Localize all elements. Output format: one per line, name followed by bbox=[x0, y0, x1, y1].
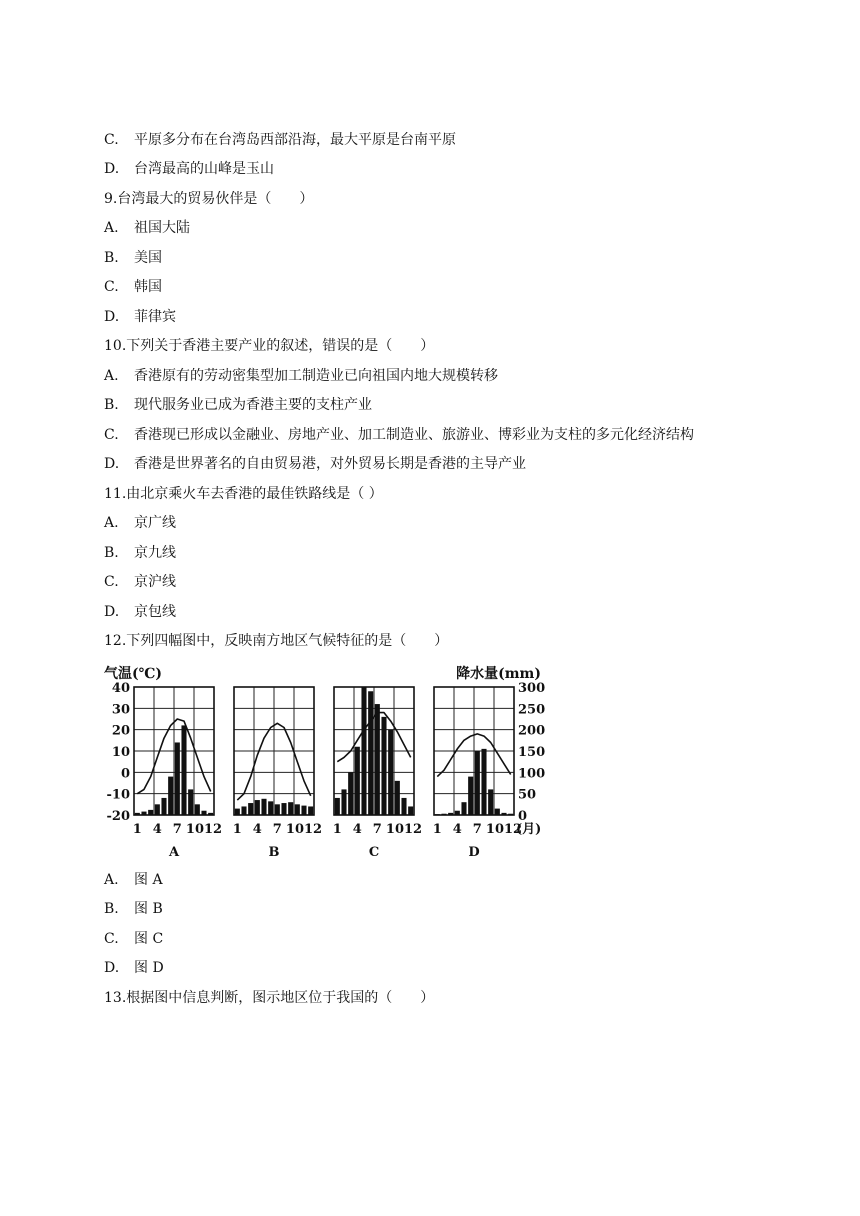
panel-label: A bbox=[168, 845, 180, 860]
temperature-tick-label: -20 bbox=[106, 809, 130, 824]
precipitation-bar bbox=[361, 687, 366, 815]
option-letter: C. bbox=[104, 574, 119, 590]
precipitation-bar bbox=[501, 813, 506, 815]
precipitation-ticks bbox=[518, 681, 545, 824]
option-text: 韩国 bbox=[134, 279, 162, 295]
precipitation-bar bbox=[475, 751, 480, 815]
temperature-tick-label: 30 bbox=[111, 702, 130, 718]
precipitation-bar bbox=[168, 777, 173, 815]
option-text: 美国 bbox=[134, 250, 162, 266]
precipitation-bar bbox=[461, 802, 466, 815]
precipitation-bar bbox=[348, 772, 353, 815]
panel-label: B bbox=[268, 845, 280, 860]
option-letter: A. bbox=[104, 220, 119, 236]
precipitation-bar bbox=[495, 809, 500, 815]
precipitation-tick-label: 100 bbox=[518, 766, 546, 782]
option-letter: A. bbox=[104, 515, 119, 531]
option-11a bbox=[104, 514, 176, 532]
climate-charts-figure bbox=[104, 660, 554, 860]
option-9b bbox=[104, 249, 162, 267]
precipitation-bar bbox=[435, 814, 440, 815]
option-text: 图 A bbox=[134, 872, 163, 888]
option-9a bbox=[104, 219, 190, 237]
precipitation-bar bbox=[401, 798, 406, 815]
month-tick-label: 1 bbox=[332, 822, 342, 837]
option-11d bbox=[104, 603, 176, 621]
month-tick-label: 1012 bbox=[185, 822, 223, 837]
temperature-tick-label: 0 bbox=[120, 766, 130, 782]
question-12: 12.下列四幅图中，反映南方地区气候特征的是（ ） bbox=[104, 633, 449, 649]
option-12d bbox=[104, 959, 164, 977]
precipitation-bar bbox=[335, 798, 340, 815]
climate-panel-b bbox=[233, 687, 322, 860]
precipitation-bar bbox=[308, 806, 313, 815]
option-text: 京沪线 bbox=[134, 574, 176, 590]
month-tick-label: 1 bbox=[232, 822, 242, 837]
month-tick-label: 4 bbox=[452, 822, 462, 837]
question-9: 9.台湾最大的贸易伙伴是（ ） bbox=[104, 191, 314, 207]
month-tick-label: 4 bbox=[352, 822, 362, 837]
precipitation-bar bbox=[135, 813, 140, 815]
panel-label: C bbox=[368, 845, 380, 860]
month-tick-label: 4 bbox=[152, 822, 162, 837]
month-unit-label: (月) bbox=[516, 822, 542, 837]
option-letter: C. bbox=[104, 132, 119, 148]
month-tick-label: 7 bbox=[172, 822, 182, 837]
precipitation-bar bbox=[481, 749, 486, 815]
precipitation-bar bbox=[381, 717, 386, 815]
precipitation-bar bbox=[375, 704, 380, 815]
precipitation-bar bbox=[141, 812, 146, 815]
question-11: 11.由北京乘火车去香港的最佳铁路线是（ ） bbox=[104, 486, 383, 502]
precipitation-bar bbox=[295, 804, 300, 815]
precipitation-bar bbox=[261, 799, 266, 815]
precipitation-bar bbox=[255, 800, 260, 815]
climate-panel-a bbox=[133, 687, 222, 860]
option-letter: A. bbox=[104, 872, 119, 888]
temperature-axis-title: 气温(℃) bbox=[104, 666, 163, 682]
panel-label: D bbox=[468, 845, 480, 860]
option-9c bbox=[104, 278, 162, 296]
option-8d bbox=[104, 160, 274, 178]
precipitation-tick-label: 200 bbox=[518, 723, 546, 739]
option-text: 祖国大陆 bbox=[134, 220, 190, 236]
option-text: 现代服务业已成为香港主要的支柱产业 bbox=[134, 397, 372, 413]
temperature-ticks bbox=[107, 681, 131, 824]
precipitation-bar bbox=[368, 691, 373, 815]
precipitation-tick-label: 0 bbox=[518, 809, 528, 824]
precipitation-bar bbox=[201, 811, 206, 815]
precipitation-bar bbox=[355, 747, 360, 815]
option-11b bbox=[104, 544, 176, 562]
precipitation-bar bbox=[301, 806, 306, 815]
option-text: 京九线 bbox=[134, 545, 176, 561]
question-10: 10.下列关于香港主要产业的叙述，错误的是（ ） bbox=[104, 338, 435, 354]
precipitation-tick-label: 150 bbox=[518, 745, 546, 760]
option-text: 香港现已形成以金融业、房地产业、加工制造业、旅游业、博彩业为支柱的多元化经济结构 bbox=[134, 427, 694, 443]
precipitation-bar bbox=[455, 811, 460, 815]
precipitation-axis-title: 降水量(mm) bbox=[456, 666, 541, 682]
option-10c bbox=[104, 426, 694, 444]
option-letter: C. bbox=[104, 279, 119, 295]
precipitation-tick-label: 300 bbox=[518, 681, 546, 696]
option-text: 图 D bbox=[134, 960, 164, 976]
temperature-tick-label: -10 bbox=[106, 787, 130, 803]
option-10b bbox=[104, 396, 372, 414]
precipitation-bar bbox=[175, 742, 180, 815]
precipitation-bar bbox=[235, 809, 240, 815]
option-12b bbox=[104, 900, 163, 918]
precipitation-bar bbox=[148, 810, 153, 815]
precipitation-bar bbox=[188, 789, 193, 815]
month-tick-label: 7 bbox=[272, 822, 282, 837]
month-tick-label: 7 bbox=[472, 822, 482, 837]
month-tick-label: 1012 bbox=[485, 822, 523, 837]
option-letter: B. bbox=[104, 545, 119, 561]
month-tick-label: 1012 bbox=[285, 822, 323, 837]
temperature-tick-label: 20 bbox=[111, 723, 130, 739]
option-text: 台湾最高的山峰是玉山 bbox=[134, 161, 274, 177]
temperature-tick-label: 40 bbox=[111, 681, 130, 696]
precipitation-bar bbox=[341, 789, 346, 815]
option-letter: D. bbox=[104, 309, 120, 325]
precipitation-bar bbox=[161, 798, 166, 815]
question-13: 13.根据图中信息判断，图示地区位于我国的（ ） bbox=[104, 990, 435, 1006]
precipitation-bar bbox=[195, 804, 200, 815]
month-tick-label: 7 bbox=[372, 822, 382, 837]
option-text: 香港是世界著名的自由贸易港，对外贸易长期是香港的主导产业 bbox=[134, 456, 526, 472]
precipitation-bar bbox=[275, 804, 280, 815]
temperature-tick-label: 10 bbox=[111, 745, 130, 760]
option-letter: B. bbox=[104, 250, 119, 266]
option-12c bbox=[104, 930, 163, 948]
precipitation-bar bbox=[241, 806, 246, 815]
precipitation-bar bbox=[448, 813, 453, 815]
option-text: 图 B bbox=[134, 901, 163, 917]
option-letter: B. bbox=[104, 397, 119, 413]
precipitation-bar bbox=[395, 781, 400, 815]
option-text: 香港原有的劳动密集型加工制造业已向祖国内地大规模转移 bbox=[134, 368, 498, 384]
month-tick-label: 1012 bbox=[385, 822, 423, 837]
climate-panel-d bbox=[433, 687, 522, 860]
option-text: 菲律宾 bbox=[134, 309, 176, 325]
option-letter: C. bbox=[104, 931, 119, 947]
option-letter: A. bbox=[104, 368, 119, 384]
option-8c bbox=[104, 131, 456, 149]
climate-panels bbox=[133, 687, 542, 860]
precipitation-tick-label: 50 bbox=[518, 787, 537, 803]
climate-panel-c bbox=[333, 687, 422, 860]
precipitation-bar bbox=[408, 806, 413, 815]
option-12a bbox=[104, 871, 163, 889]
option-letter: D. bbox=[104, 456, 120, 472]
precipitation-bar bbox=[508, 814, 513, 815]
month-tick-label: 4 bbox=[252, 822, 262, 837]
precipitation-bar bbox=[388, 730, 393, 815]
option-text: 平原多分布在台湾岛西部沿海，最大平原是台南平原 bbox=[134, 132, 456, 148]
precipitation-bar bbox=[248, 803, 253, 815]
option-letter: B. bbox=[104, 901, 119, 917]
precipitation-bar bbox=[488, 789, 493, 815]
precipitation-bar bbox=[468, 777, 473, 815]
precipitation-bar bbox=[268, 801, 273, 815]
option-letter: C. bbox=[104, 427, 119, 443]
precipitation-bar bbox=[281, 803, 286, 815]
precipitation-tick-label: 250 bbox=[518, 702, 546, 718]
precipitation-bar bbox=[441, 814, 446, 815]
option-text: 京广线 bbox=[134, 515, 176, 531]
precipitation-bar bbox=[288, 802, 293, 815]
option-11c bbox=[104, 573, 176, 591]
precipitation-bar bbox=[181, 725, 186, 815]
option-letter: D. bbox=[104, 161, 120, 177]
month-tick-label: 1 bbox=[432, 822, 442, 837]
option-10d bbox=[104, 455, 526, 473]
precipitation-bar bbox=[155, 804, 160, 815]
option-letter: D. bbox=[104, 960, 120, 976]
month-tick-label: 1 bbox=[132, 822, 142, 837]
option-text: 图 C bbox=[134, 931, 164, 947]
precipitation-bar bbox=[208, 813, 213, 815]
option-10a bbox=[104, 367, 498, 385]
option-9d bbox=[104, 308, 176, 326]
option-letter: D. bbox=[104, 604, 120, 620]
option-text: 京包线 bbox=[134, 604, 176, 620]
